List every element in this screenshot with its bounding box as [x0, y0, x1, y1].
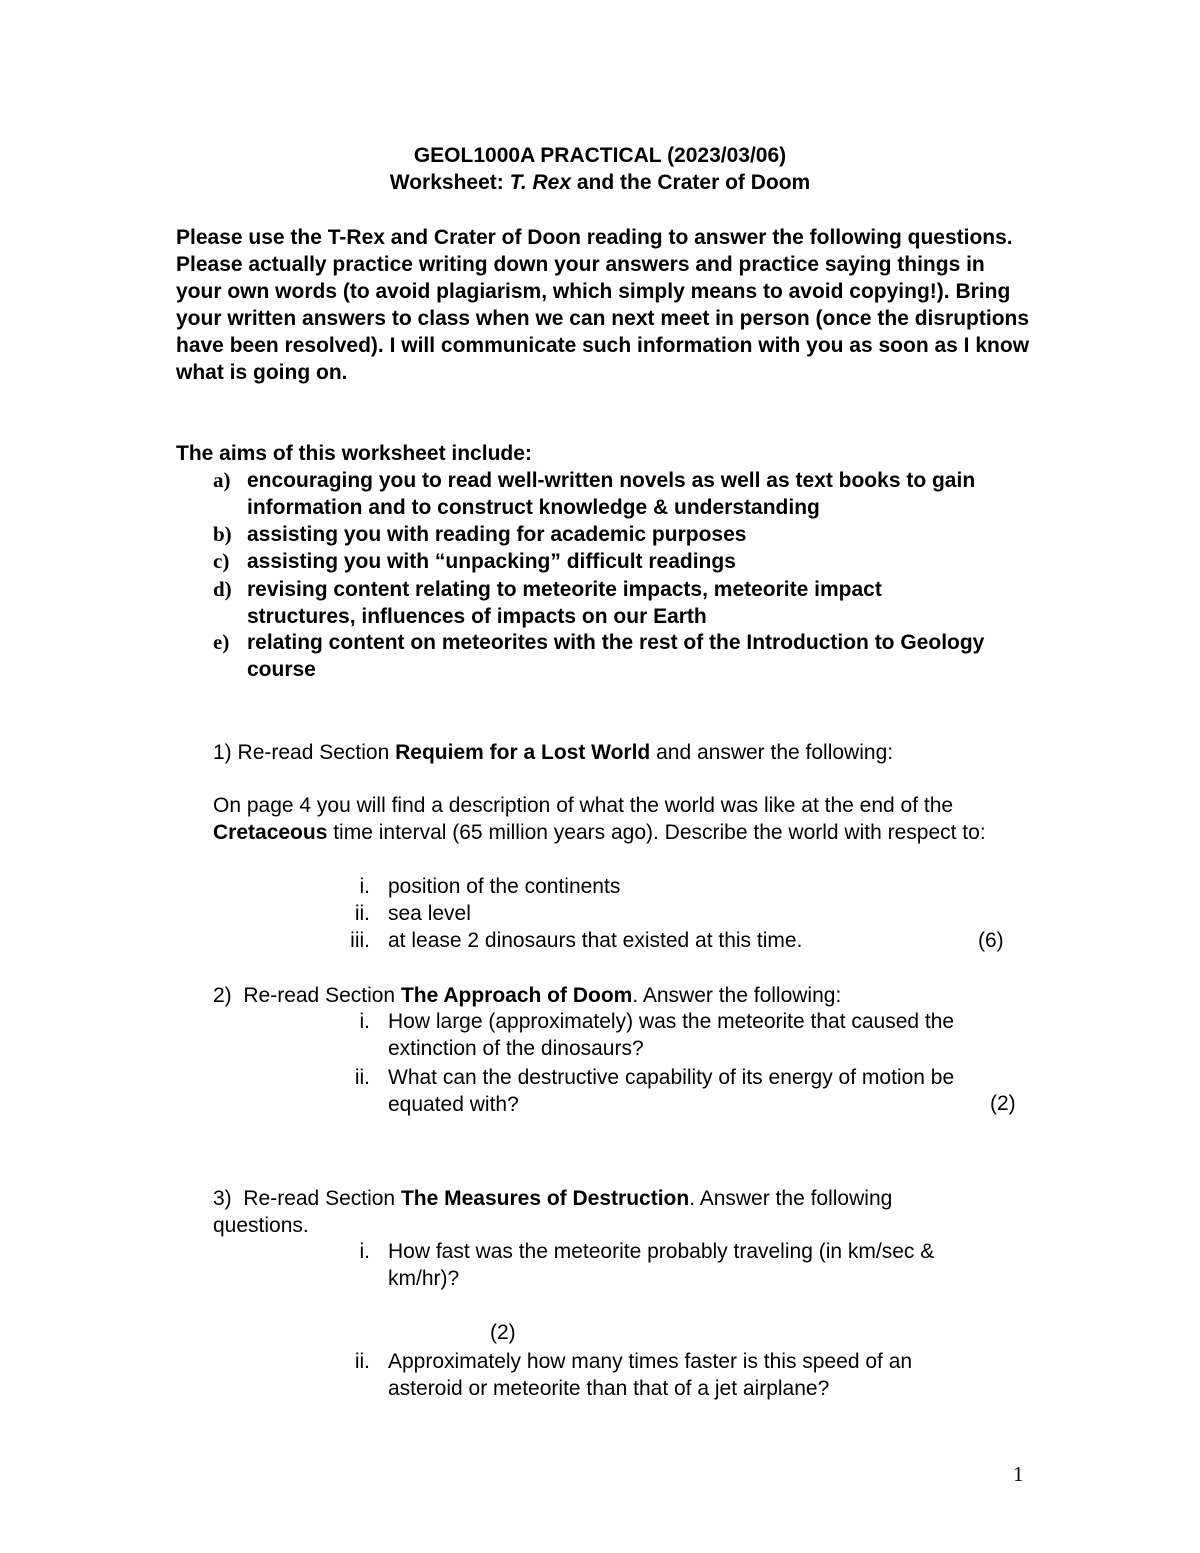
description-suffix: time interval (65 million years ago). Describe the world with respect to: — [327, 821, 986, 844]
item-text: sea level — [388, 902, 471, 925]
aim-text: revising content relating to meteorite impacts, meteorite impact structures, influences of impacts on our Earth — [247, 578, 882, 628]
item-numeral: ii. — [354, 1066, 370, 1089]
intro-paragraph: Please use the T-Rex and Crater of Doon reading to answer the following questions. Please actually practice writing down your answers and practice saying things in your own words (to avoid plagiarism, which simply means to avoid copying!). Bring your written answers to class when we can next meet in person (once the disruptions have been resolved). I will communicate such information with you as soon as I know what is going on. — [176, 226, 1030, 384]
subtitle-prefix: Worksheet: — [389, 171, 510, 194]
question-suffix: and answer the following: — [650, 741, 894, 764]
page-title: GEOL1000A PRACTICAL (2023/03/06) — [413, 144, 787, 167]
question-prefix: Re-read Section — [237, 741, 396, 764]
item-numeral: i. — [359, 875, 370, 898]
description-prefix: On page 4 you will find a description of what the world was like at the end of the — [213, 794, 954, 817]
page-number: 1 — [1013, 1462, 1024, 1486]
aim-text: assisting you with “unpacking” difficult readings — [247, 550, 736, 573]
subtitle-italic: T. Rex — [509, 171, 572, 194]
page-subtitle — [0, 171, 1200, 195]
question-prefix: Re-read Section — [243, 1187, 401, 1210]
subtitle-suffix: and the Crater of Doom — [571, 171, 811, 194]
aims-heading: The aims of this worksheet include: — [176, 442, 532, 465]
item-text: Approximately how many times faster is this speed of an asteroid or meteorite than that of a jet airplane? — [388, 1350, 913, 1400]
item-numeral: i. — [359, 1240, 370, 1263]
aim-text: assisting you with reading for academic purposes — [247, 523, 747, 546]
aim-marker: c) — [213, 549, 230, 573]
question-number: 2) — [213, 984, 232, 1007]
question-suffix: . Answer the following questions. — [213, 1187, 893, 1237]
question-number: 1) — [213, 741, 232, 764]
item-numeral: ii. — [354, 902, 370, 925]
section-name: The Approach of Doom — [400, 984, 633, 1007]
cretaceous-term: Cretaceous — [213, 821, 328, 844]
item-text: How large (approximately) was the meteorite that caused the extinction of the dinosaurs? — [388, 1010, 955, 1060]
item-text: What can the destructive capability of its energy of motion be equated with? — [388, 1066, 955, 1116]
aim-text: encouraging you to read well-written novels as well as text books to gain information and to construct knowledge & understanding — [247, 469, 976, 519]
aim-marker: e) — [213, 630, 230, 654]
question-number: 3) — [213, 1187, 232, 1210]
question-1 — [213, 739, 1013, 766]
aim-text: relating content on meteorites with the rest of the Introduction to Geology course — [247, 631, 985, 681]
question-1-marks: (6) — [978, 929, 1004, 952]
item-text: How fast was the meteorite probably traveling (in km/sec & km/hr)? — [388, 1240, 935, 1290]
section-name: Requiem for a Lost World — [395, 741, 651, 764]
item-numeral: ii. — [354, 1350, 370, 1373]
question-1-description — [213, 792, 1013, 846]
question-3 — [213, 1185, 993, 1239]
item-text: at lease 2 dinosaurs that existed at this time. — [388, 929, 803, 952]
section-name: The Measures of Destruction — [400, 1187, 690, 1210]
question-3-marks: (2) — [490, 1321, 516, 1344]
question-prefix: Re-read Section — [243, 984, 401, 1007]
question-suffix: . Answer the following: — [632, 984, 842, 1007]
aim-marker: b) — [213, 522, 232, 546]
aim-marker: a) — [213, 468, 231, 492]
item-text: position of the continents — [388, 875, 621, 898]
item-numeral: iii. — [350, 929, 370, 952]
question-2 — [213, 982, 1033, 1009]
aim-marker: d) — [213, 577, 232, 601]
item-numeral: i. — [359, 1010, 370, 1033]
question-2-marks: (2) — [990, 1092, 1016, 1115]
